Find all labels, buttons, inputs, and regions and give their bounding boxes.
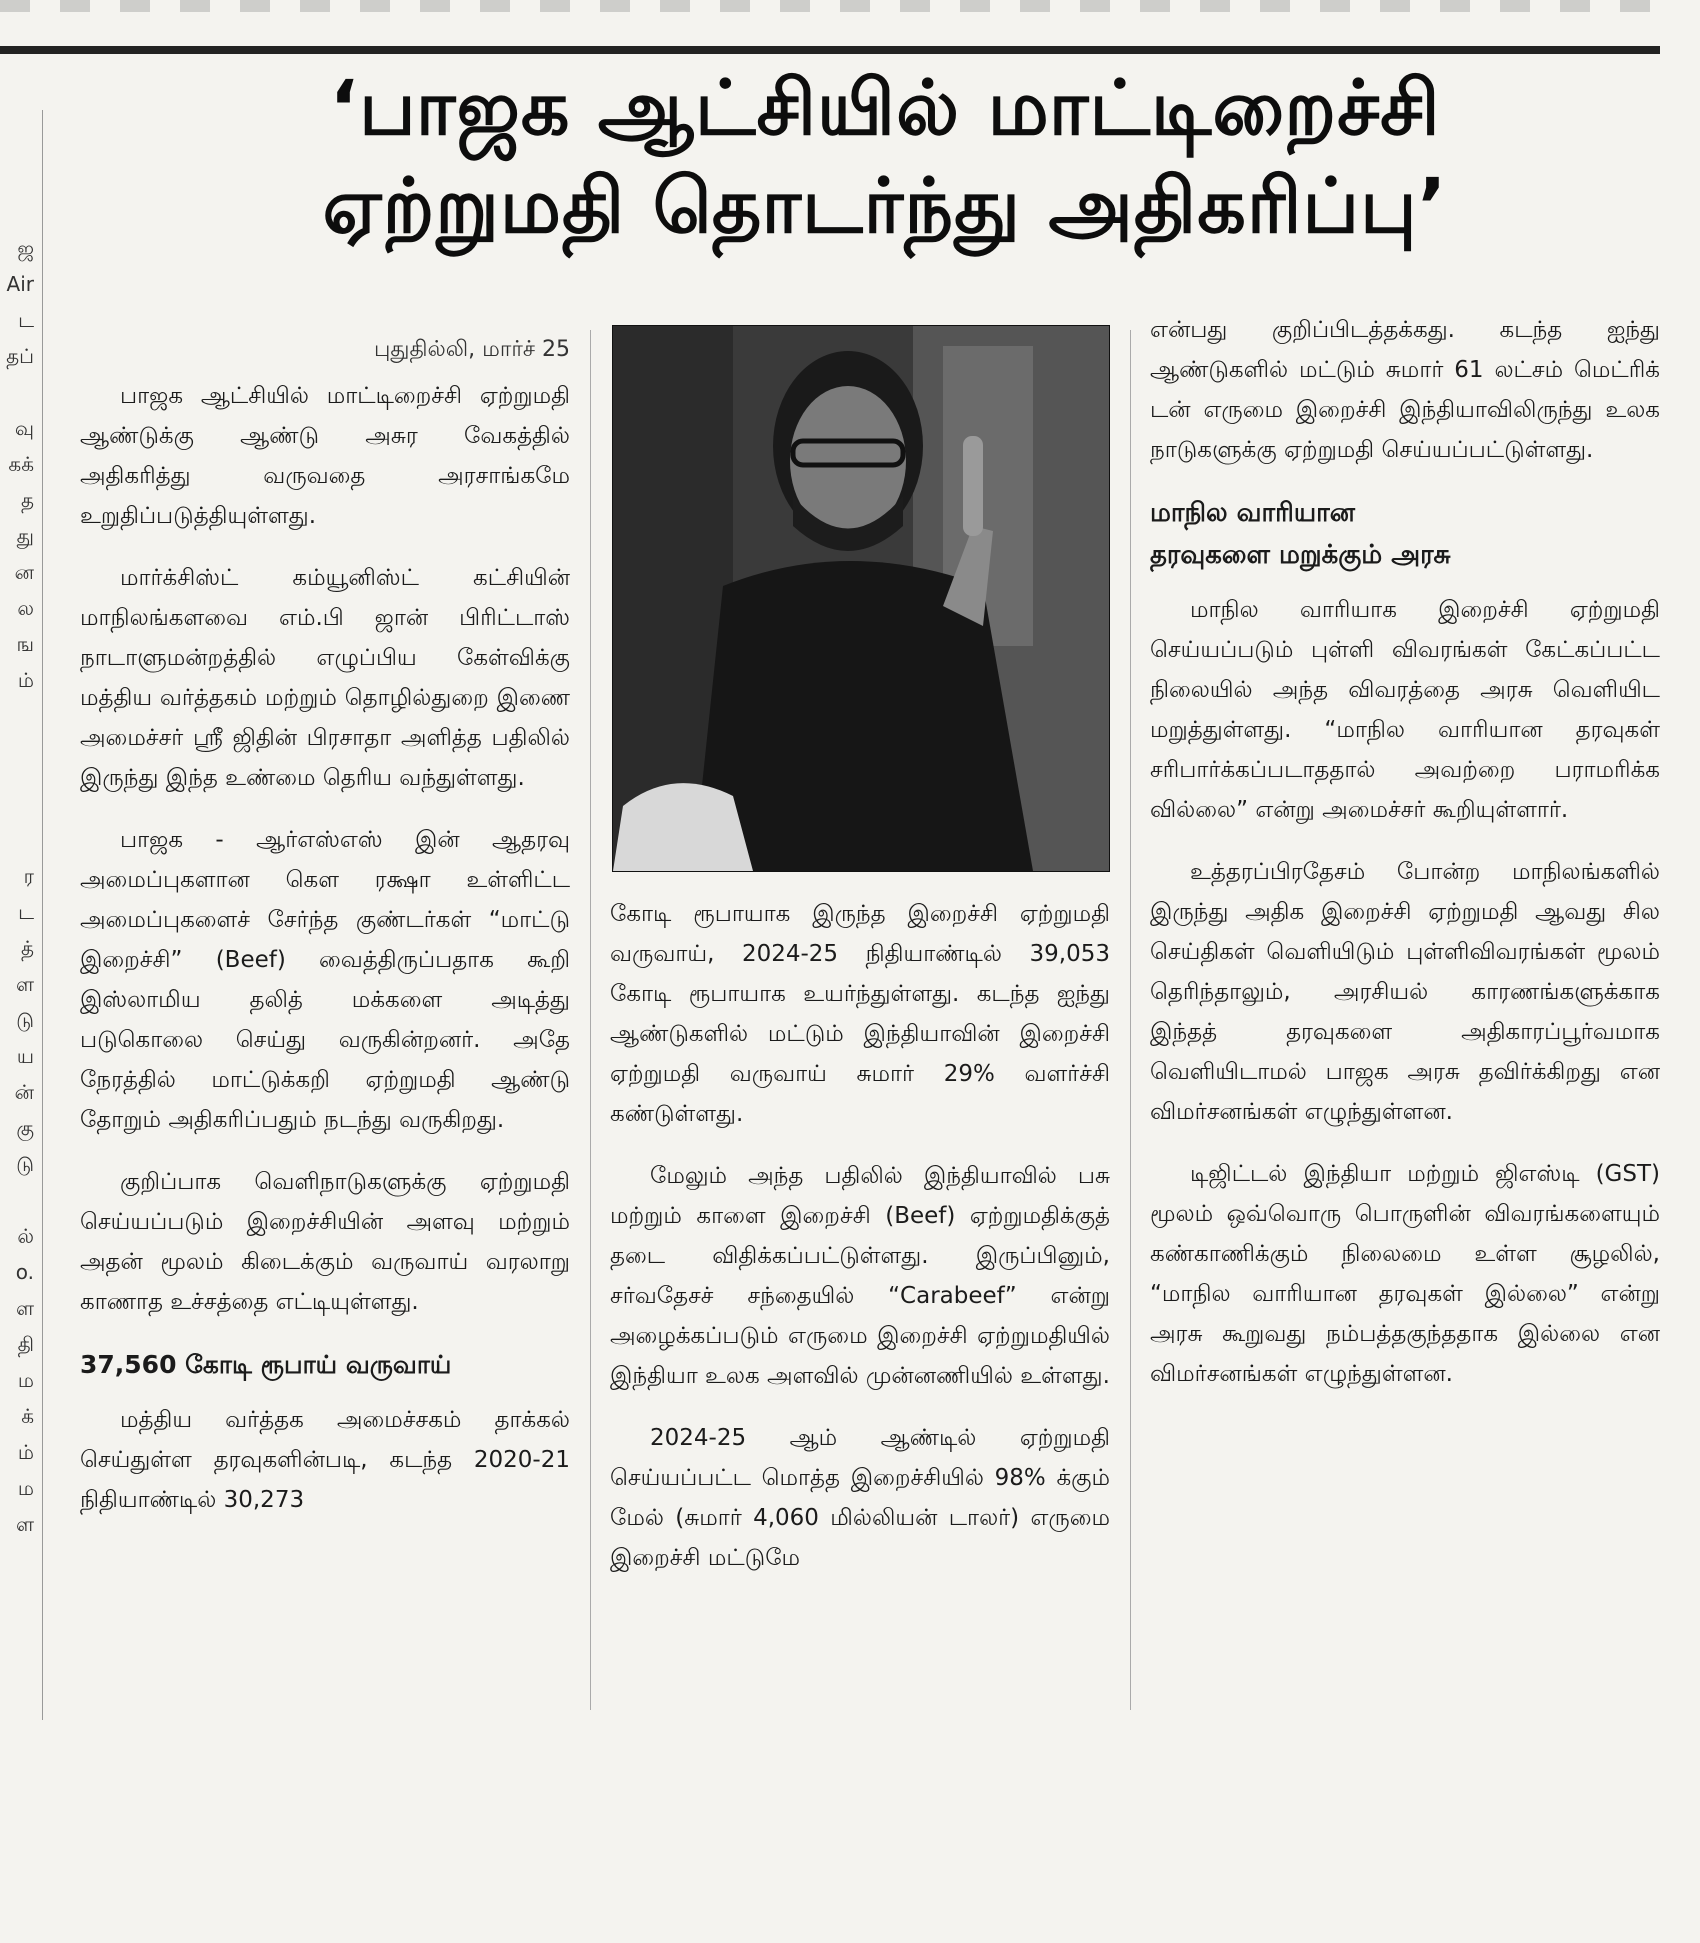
fragment: ஜ — [17, 236, 34, 260]
top-rule — [0, 46, 1660, 54]
article-column-2 — [610, 325, 1110, 1600]
fragment — [0, 374, 34, 410]
paragraph: உத்தரப்பிரதேசம் போன்ற மாநிலங்களில் இருந்து அதிக இறைச்சி ஏற்றுமதி ஆவது சில செய்திகள் வெளியிடும் புள்ளிவிவரங்கள் மூலம் தெரிந்தாலும், அரசியல் காரணங்களுக்காக இந்தத் தரவுகளை அதிகாரப்பூர்வமாக வெளியிடாமல் பாஜக அரசு தவிர்க்கிறது என விமர்சனங்கள் எழுந்துள்ளன. — [1150, 859, 1660, 1125]
fragment: த — [20, 488, 34, 512]
paragraph: 2024-25 ஆம் ஆண்டில் ஏற்றுமதி செய்யப்பட்ட மொத்த இறைச்சியில் 98% க்கும் மேல் (சுமார் 4,060 மில்லியன் டாலர்) எருமை இறைச்சி மட்டுமே — [610, 1425, 1110, 1571]
fragment: ள — [15, 1296, 34, 1320]
fragment: ட — [18, 308, 34, 332]
fragment: ய — [16, 1044, 34, 1068]
fragment: Air — [6, 272, 34, 296]
paragraph: மாநில வாரியாக இறைச்சி ஏற்றுமதி செய்யப்படும் புள்ளி விவரங்கள் கேட்கப்பட்ட நிலையில் அந்த விவரத்தை அரசு வெளியிட மறுத்துள்ளது. “மாநில வாரியான தரவுகள் சரிபார்க்கப்படாததால் அவற்றை பராமரிக்க வில்லை” என்று அமைச்சர் கூறியுள்ளார். — [1150, 597, 1660, 823]
headline — [110, 60, 1660, 256]
article-column-1 — [80, 322, 570, 1542]
fragment: கக் — [8, 452, 34, 476]
fragment: கு — [16, 1116, 34, 1140]
fragment: ன் — [14, 1080, 34, 1104]
column-divider — [590, 330, 591, 1710]
fragment: ர — [23, 864, 34, 888]
fragment: ள — [15, 972, 34, 996]
fragment: வு — [14, 416, 34, 440]
paragraph: குறிப்பாக வெளிநாடுகளுக்கு ஏற்றுமதி செய்யப்படும் இறைச்சியின் அளவு மற்றும் அதன் மூலம் கிடைக்கும் வருவாய் வரலாறு காணாத உச்சத்தை எட்டியுள்ளது. — [80, 1169, 570, 1315]
paragraph: மத்திய வர்த்தக அமைச்சகம் தாக்கல் செய்துள்ள தரவுகளின்படி, கடந்த 2020-21 நிதியாண்டில் 30,273 — [80, 1407, 570, 1513]
fragment: ல் — [17, 1224, 34, 1248]
adjacent-column-fragments — [0, 230, 34, 1542]
article-column-3 — [1150, 310, 1660, 1416]
subheading-line: தரவுகளை மறுக்கும் அரசு — [1150, 540, 1451, 570]
fragment: ம் — [17, 1440, 34, 1464]
fragment: ட — [18, 900, 34, 924]
previous-article-strip — [0, 0, 1660, 12]
fragment: தப் — [6, 344, 34, 368]
column-divider — [1130, 330, 1131, 1710]
paragraph: கோடி ரூபாயாக இருந்த இறைச்சி ஏற்றுமதி வருவாய், 2024-25 நிதியாண்டில் 39,053 கோடி ரூபாயாக உயர்ந்துள்ளது. கடந்த ஐந்து ஆண்டுகளில் மட்டும் இந்தியாவின் இறைச்சி ஏற்றுமதி வருவாய் சுமார் 29% வளர்ச்சி கண்டுள்ளது. — [610, 901, 1110, 1127]
fragment: ம — [17, 1476, 34, 1500]
fragment: ல — [17, 596, 34, 620]
fragment: த் — [20, 936, 34, 960]
paragraph: என்பது குறிப்பிடத்தக்கது. கடந்த ஐந்து ஆண்டுகளில் மட்டும் சுமார் 61 லட்சம் மெட்ரிக் டன் எருமை இறைச்சி இந்தியாவிலிருந்து உலக நாடுகளுக்கு ஏற்றுமதி செய்யப்பட்டுள்ளது. — [1150, 317, 1660, 463]
headline-line-2: ஏற்றுமதி தொடர்ந்து அதிகரிப்பு’ — [322, 161, 1448, 250]
subheading — [1150, 492, 1660, 576]
paragraph: மார்க்சிஸ்ட் கம்யூனிஸ்ட் கட்சியின் மாநிலங்களவை எம்.பி ஜான் பிரிட்டாஸ் நாடாளுமன்றத்தில் எழுப்பிய கேள்விக்கு மத்திய வர்த்தகம் மற்றும் தொழில்துறை இணை அமைச்சர் ஸ்ரீ ஜிதின் பிரசாதா அளித்த பதிலில் இருந்து இந்த உண்மை தெரிய வந்துள்ளது. — [80, 565, 570, 791]
paragraph: பாஜக - ஆர்எஸ்எஸ் இன் ஆதரவு அமைப்புகளான கெள ரக்ஷா உள்ளிட்ட அமைப்புகளைச் சேர்ந்த குண்டர்கள் “மாட்டு இறைச்சி” (Beef) வைத்திருப்பதாக கூறி இஸ்லாமிய தலித் மக்களை அடித்து படுகொலை செய்து வருகின்றனர். அதே நேரத்தில் மாட்டுக்கறி ஏற்றுமதி ஆண்டு தோறும் அதிகரிப்பதும் நடந்து வருகிறது. — [80, 827, 570, 1133]
photo-person-gesturing — [613, 326, 1109, 871]
fragment: க் — [21, 1404, 34, 1428]
article-photo — [612, 325, 1110, 872]
subheading-line: மாநில வாரியான — [1150, 498, 1355, 528]
fragment: ன — [14, 560, 34, 584]
fragment: ங — [16, 632, 34, 656]
fragment: டு — [16, 1008, 34, 1032]
paragraph: டிஜிட்டல் இந்தியா மற்றும் ஜிஎஸ்டி (GST) மூலம் ஒவ்வொரு பொருளின் விவரங்களையும் கண்காணிக்கும் நிலைமை உள்ள சூழலில், “மாநில வாரியான தரவுகள் இல்லை” என்று அரசு கூறுவது நம்பத்தகுந்ததாக இல்லை என விமர்சனங்கள் எழுந்துள்ளன. — [1150, 1161, 1660, 1387]
paragraph: மேலும் அந்த பதிலில் இந்தியாவில் பசு மற்றும் காளை இறைச்சி (Beef) ஏற்றுமதிக்குத் தடை விதிக்கப்பட்டுள்ளது. இருப்பினும், சர்வதேசச் சந்தையில் “Carabeef” என்று அழைக்கப்படும் எருமை இறைச்சி ஏற்றுமதியில் இந்தியா உலக அளவில் முன்னணியில் உள்ளது. — [610, 1163, 1110, 1389]
fragment: ள — [15, 1512, 34, 1536]
fragment: ம — [17, 1368, 34, 1392]
fragment: தி — [17, 1332, 34, 1356]
column-divider — [42, 110, 43, 1720]
headline-line-1: ‘பாஜக ஆட்சியில் மாட்டிறைச்சி — [329, 63, 1441, 152]
fragment: o. — [15, 1260, 34, 1284]
paragraph: பாஜக ஆட்சியில் மாட்டிறைச்சி ஏற்றுமதி ஆண்டுக்கு ஆண்டு அசுர வேகத்தில் அதிகரித்து வருவதை அரசாங்கமே உறுதிப்படுத்தியுள்ளது. — [80, 383, 570, 529]
subheading: 37,560 கோடி ரூபாய் வருவாய் — [80, 1350, 452, 1379]
fragment: ம் — [17, 668, 34, 692]
fragment: டு — [16, 1152, 34, 1176]
fragment — [0, 1182, 34, 1218]
fragment: து — [16, 524, 34, 548]
dateline: புதுதில்லி, மார்ச் 25 — [374, 337, 570, 362]
